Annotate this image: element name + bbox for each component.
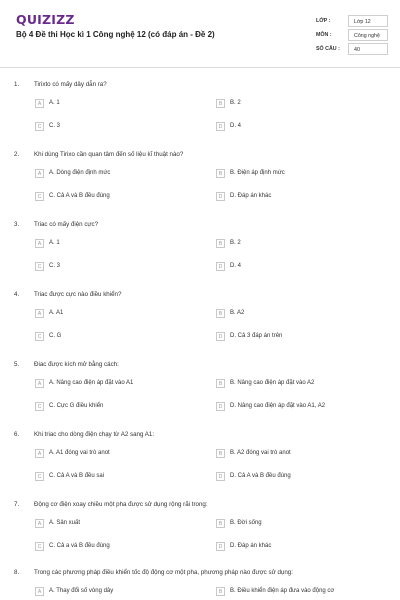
question-number: 4.	[14, 291, 20, 298]
question-number: 3.	[14, 221, 20, 228]
option-letter-box: C	[35, 542, 44, 551]
option-letter-box: A	[35, 379, 44, 388]
option-letter-box: D	[216, 472, 225, 481]
question-text: Động cơ điện xoay chiều một pha được sử dụng rộng rãi trong:	[34, 501, 208, 508]
option-text: A. Nâng cao điện áp đặt vào A1	[49, 380, 134, 386]
option-letter-box: C	[35, 332, 44, 341]
question-number: 6.	[14, 431, 20, 438]
meta-grade-label: LỚP :	[316, 18, 331, 24]
option-text: B. Nâng cao điện áp đặt vào A2	[230, 380, 315, 386]
option-letter-box: A	[35, 99, 44, 108]
option-text: A. A1	[49, 310, 64, 316]
question-number: 8.	[14, 569, 20, 576]
option-text: B. A2 đóng vai trò anot	[230, 450, 291, 456]
option-letter-box: D	[216, 192, 225, 201]
question-text: Triac được cực nào điều khiển?	[34, 291, 122, 298]
option-text: C. 3	[49, 263, 61, 269]
option-letter-box: A	[35, 519, 44, 528]
question-number: 1.	[14, 81, 20, 88]
option-letter-box: A	[35, 169, 44, 178]
option-text: C. Cả a và B đều đúng	[49, 543, 110, 549]
option-letter-box: D	[216, 542, 225, 551]
option-text: B. 2	[230, 100, 241, 106]
question-text: Khi dùng Tirixo cần quan tâm đến số liệu kĩ thuật nào?	[34, 151, 184, 158]
option-text: A. 1	[49, 100, 60, 106]
option-text: C. Cực G điều khiển	[49, 403, 104, 409]
meta-grade	[316, 15, 390, 29]
option-letter-box: B	[216, 239, 225, 248]
option-text: D. Cả A và B đều đúng	[230, 473, 291, 479]
option-text: A. A1 đóng vai trò anot	[49, 450, 110, 456]
option-text: B. 2	[230, 240, 241, 246]
meta-question-count-label: SỐ CÂU :	[316, 46, 340, 52]
meta-subject-label: MÔN :	[316, 32, 332, 38]
meta-question-count	[316, 43, 390, 57]
meta-grade-value: Lớp 12	[348, 15, 388, 27]
option-letter-box: C	[35, 472, 44, 481]
question-text: Điac được kích mở bằng cách:	[34, 361, 119, 368]
option-letter-box: B	[216, 519, 225, 528]
option-letter-box: C	[35, 402, 44, 411]
question-text: Khi triac cho dòng điện chạy từ A2 sang A1:	[34, 431, 155, 438]
option-text: A. Sản xuất	[49, 520, 81, 526]
option-text: C. Cả A và B đều sai	[49, 473, 105, 479]
quizizz-logo: QUIZIZZ	[16, 12, 75, 27]
question-text: Trong các phương pháp điều khiển tốc độ động cơ một pha, phương pháp nào được sử dụng:	[34, 569, 293, 576]
option-text: B. Đời sống	[230, 520, 262, 526]
option-letter-box: C	[35, 122, 44, 131]
option-text: C. Cả A và B đều đúng	[49, 193, 110, 199]
option-text: A. Thay đổi số vòng dây	[49, 588, 114, 594]
document-title: Bộ 4 Đề thi Học kì 1 Công nghệ 12 (có đáp án - Đề 2)	[16, 30, 215, 39]
option-letter-box: D	[216, 122, 225, 131]
option-letter-box: C	[35, 262, 44, 271]
option-text: B. A2	[230, 310, 245, 316]
option-letter-box: B	[216, 587, 225, 596]
option-text: D. 4	[230, 123, 242, 129]
option-letter-box: A	[35, 309, 44, 318]
option-letter-box: B	[216, 379, 225, 388]
option-letter-box: D	[216, 402, 225, 411]
option-letter-box: B	[216, 99, 225, 108]
option-letter-box: B	[216, 169, 225, 178]
option-letter-box: B	[216, 449, 225, 458]
option-letter-box: D	[216, 262, 225, 271]
question-number: 7.	[14, 501, 20, 508]
option-text: B. Điều khiển điện áp đưa vào động cơ	[230, 588, 335, 594]
option-letter-box: D	[216, 332, 225, 341]
option-text: C. G	[49, 333, 62, 339]
question-number: 2.	[14, 151, 20, 158]
option-text: B. Điện áp định mức	[230, 170, 285, 176]
meta-subject	[316, 29, 390, 43]
option-text: D. 4	[230, 263, 242, 269]
document-header	[0, 0, 400, 68]
option-letter-box: B	[216, 309, 225, 318]
question-text: Tirixto có mấy dây dẫn ra?	[34, 81, 107, 88]
question-text: Triac có mấy điện cực?	[34, 221, 99, 228]
option-text: D. Cả 3 đáp án trên	[230, 333, 283, 339]
meta-subject-value: Công nghệ	[348, 29, 388, 41]
option-text: A. Dòng điện định mức	[49, 170, 111, 176]
option-letter-box: A	[35, 239, 44, 248]
option-letter-box: C	[35, 192, 44, 201]
option-text: D. Đáp án khác	[230, 543, 272, 549]
question-number: 5.	[14, 361, 20, 368]
option-letter-box: A	[35, 587, 44, 596]
option-text: A. 1	[49, 240, 60, 246]
meta-question-count-value: 40	[348, 43, 388, 55]
option-letter-box: A	[35, 449, 44, 458]
option-text: C. 3	[49, 123, 61, 129]
option-text: D. Nâng cao điện áp đặt vào A1, A2	[230, 403, 326, 409]
option-text: D. Đáp án khác	[230, 193, 272, 199]
